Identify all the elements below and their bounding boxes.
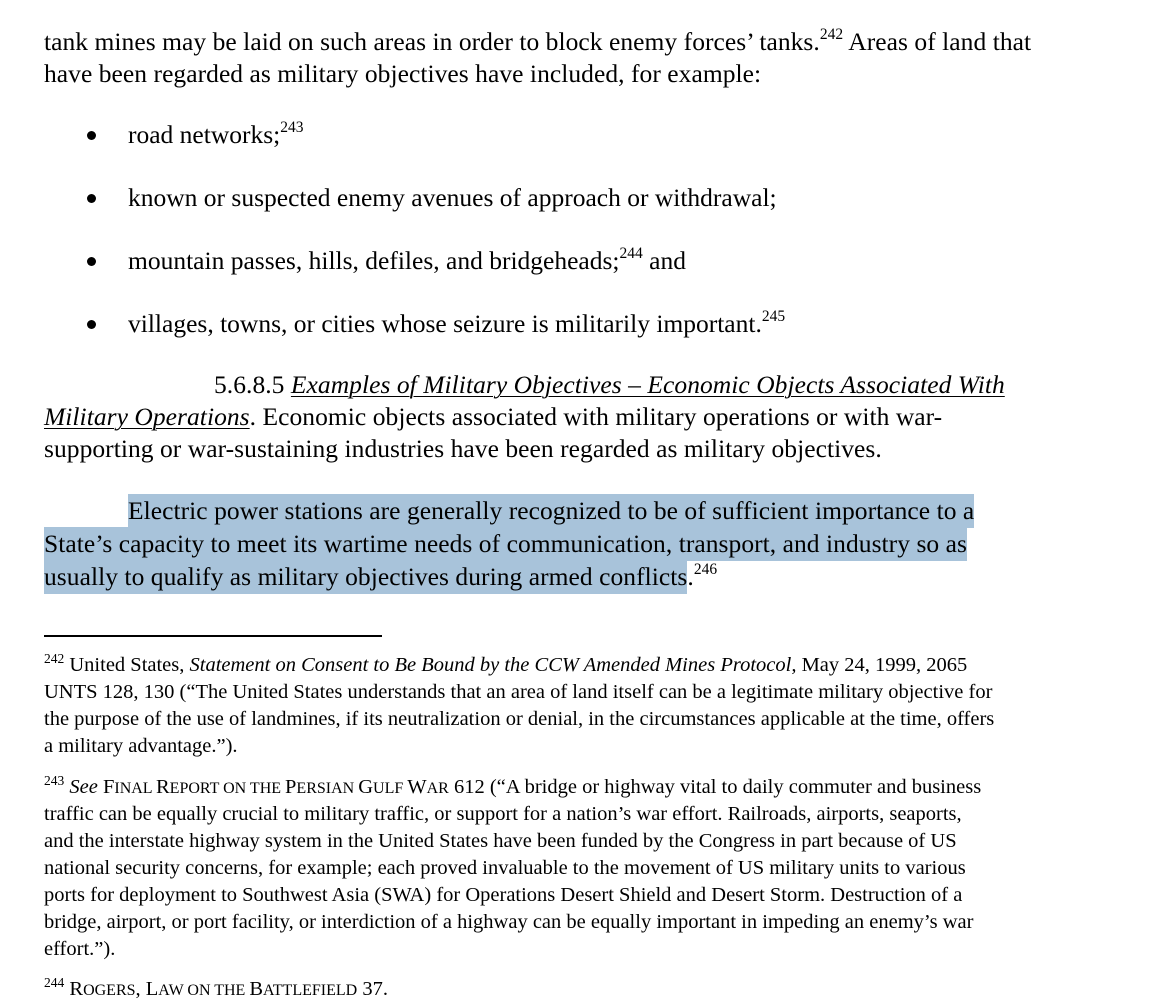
- footnote-text: bridge, airport, or port facility, or interdiction of a highway can be equally important in impeding an enemy’s war: [44, 911, 974, 933]
- section-heading-line-1: [214, 369, 1005, 401]
- footnote-text: 37.: [357, 978, 388, 1000]
- section-title: Examples of Military Objectives – Economic Objects Associated With: [290, 370, 1005, 399]
- report-title-small-caps: INAL: [114, 780, 156, 797]
- bullet-dot-icon: [87, 257, 96, 266]
- bullet-text: road networks;: [128, 120, 281, 149]
- bullet-text: known or suspected enemy avenues of approach or withdrawal;: [128, 183, 777, 212]
- footnote-italic-title: Statement on Consent to Be Bound by the CCW Amended Mines Protocol,: [189, 654, 797, 676]
- footnote-text: May 24, 1999, 2065: [796, 654, 968, 676]
- footnote-text: United States,: [64, 654, 190, 676]
- report-title-char: P: [285, 776, 297, 798]
- highlighted-line-1[interactable]: [128, 495, 974, 527]
- report-title-char: W: [407, 776, 427, 798]
- section-body-text: . Economic objects associated with military operations or with war-: [249, 402, 943, 431]
- bullet-dot-icon: [87, 320, 96, 329]
- report-title-small-caps: EPORT ON THE: [169, 780, 286, 797]
- author-char: R: [69, 978, 84, 1000]
- footnote-number: 243: [44, 773, 65, 788]
- footnote-text: traffic can be equally crucial to military traffic, or support for a nation’s war effort. Railroads, airports, seaports,: [44, 803, 962, 825]
- bullet-after: and: [642, 246, 686, 275]
- sentence-end: .: [687, 562, 694, 591]
- highlighted-text[interactable]: State’s capacity to meet its wartime needs of communication, transport, and industry so as: [44, 527, 967, 561]
- bullet-text: villages, towns, or cities whose seizure is militarily important.: [128, 309, 762, 338]
- footnote-ref-245[interactable]: 245: [761, 308, 786, 325]
- bullet-dot-icon: [87, 194, 96, 203]
- footnote-ref-244[interactable]: 244: [619, 245, 643, 262]
- highlighted-text[interactable]: Electric power stations are generally recognized to be of sufficient importance to a: [128, 494, 974, 528]
- report-title-char: F: [102, 776, 115, 798]
- footnote-ref-242[interactable]: 242: [819, 26, 844, 43]
- footnote-text: a military advantage.”).: [44, 735, 238, 757]
- footnote-text: and the interstate highway system in the United States have been funded by the Congress in part because of US: [44, 830, 957, 852]
- footnote-text: effort.”).: [44, 938, 116, 960]
- author-small-caps: OGERS: [83, 982, 136, 999]
- report-title-small-caps: ULF: [373, 780, 408, 797]
- report-title-char: G: [358, 776, 374, 798]
- footnote-text: national security concerns, for example; each proved invaluable to the movement of US military units to various: [44, 857, 966, 879]
- highlighted-text[interactable]: usually to qualify as military objectives during armed conflicts: [44, 560, 687, 594]
- footnote-text: the purpose of the use of landmines, if its neutralization or denial, in the circumstances applicable at the time, offers: [44, 708, 995, 730]
- footnote-ref-246[interactable]: 246: [693, 561, 718, 578]
- book-title-small-caps: AW ON THE: [158, 982, 250, 999]
- intro-line-1: [44, 26, 1031, 58]
- intro-tail: Areas of land that: [843, 27, 1032, 56]
- book-title-small-caps: ATTLEFIELD: [263, 982, 358, 999]
- bullet-dot-icon: [87, 131, 96, 140]
- footnote-separator: [44, 635, 382, 637]
- footnote-number: 242: [44, 651, 65, 666]
- section-number: 5.6.8.5: [214, 370, 285, 399]
- intro-line-2: have been regarded as military objectives have included, for example:: [44, 59, 762, 88]
- section-body-line: supporting or war-sustaining industries have been regarded as military objectives.: [44, 434, 882, 463]
- footnote-punct: ,: [135, 978, 146, 1000]
- highlighted-line-3[interactable]: [44, 561, 717, 593]
- footnote-text: 612 (“A bridge or highway vital to daily commuter and business: [448, 776, 982, 798]
- footnote-signal: See: [69, 776, 98, 798]
- book-title-char: B: [249, 978, 263, 1000]
- intro-text: tank mines may be laid on such areas in order to block enemy forces’ tanks.: [44, 27, 820, 56]
- report-title-char: R: [155, 776, 170, 798]
- report-title-small-caps: ERSIAN: [296, 780, 359, 797]
- section-heading-line-2: [44, 401, 942, 433]
- report-title-small-caps: AR: [426, 780, 449, 797]
- footnote-text: ports for deployment to Southwest Asia (SWA) for Operations Desert Shield and Desert Storm. Destruction of a: [44, 884, 963, 906]
- bullet-text: mountain passes, hills, defiles, and bridgeheads;: [128, 246, 620, 275]
- footnote-number: 244: [44, 975, 65, 990]
- highlighted-line-2[interactable]: [44, 528, 967, 560]
- book-title-char: L: [145, 978, 159, 1000]
- footnote-text: UNTS 128, 130 (“The United States understands that an area of land itself can be a legitimate military objective for: [44, 681, 993, 703]
- section-title-continued: Military Operations: [44, 402, 250, 431]
- footnote-ref-243[interactable]: 243: [280, 119, 304, 136]
